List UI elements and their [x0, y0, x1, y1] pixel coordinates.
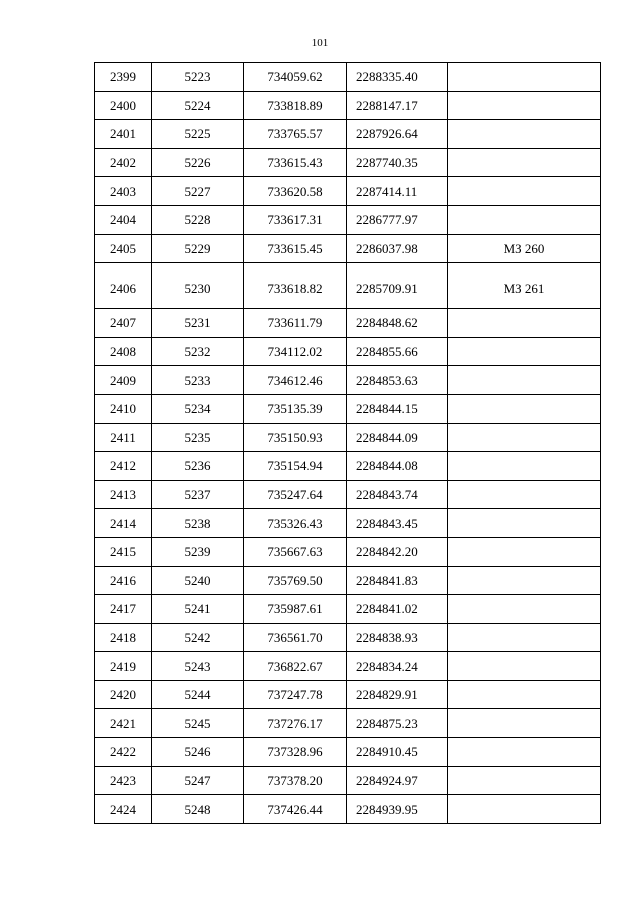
y-coordinate-cell: 2284844.15 — [347, 394, 448, 423]
row-number-cell: 2400 — [95, 91, 152, 120]
x-coordinate-cell: 736561.70 — [244, 623, 347, 652]
point-number-cell: 5244 — [152, 680, 244, 709]
x-coordinate-cell: 737378.20 — [244, 766, 347, 795]
table-row — [95, 766, 601, 795]
row-number-cell: 2415 — [95, 537, 152, 566]
note-cell — [448, 177, 601, 206]
x-coordinate-cell: 735987.61 — [244, 595, 347, 624]
table-row — [95, 738, 601, 767]
point-number-cell: 5229 — [152, 234, 244, 263]
table-row — [95, 595, 601, 624]
table-row — [95, 566, 601, 595]
x-coordinate-cell: 734112.02 — [244, 337, 347, 366]
table-row — [95, 480, 601, 509]
row-number-cell: 2403 — [95, 177, 152, 206]
y-coordinate-cell: 2286777.97 — [347, 205, 448, 234]
note-cell — [448, 423, 601, 452]
row-number-cell: 2411 — [95, 423, 152, 452]
note-cell — [448, 738, 601, 767]
table-row — [95, 63, 601, 92]
x-coordinate-cell: 737247.78 — [244, 680, 347, 709]
note-cell: МЗ 260 — [448, 234, 601, 263]
y-coordinate-cell: 2284841.83 — [347, 566, 448, 595]
y-coordinate-cell: 2284841.02 — [347, 595, 448, 624]
y-coordinate-cell: 2284843.45 — [347, 509, 448, 538]
x-coordinate-cell: 734059.62 — [244, 63, 347, 92]
table-body — [95, 63, 601, 824]
y-coordinate-cell: 2284924.97 — [347, 766, 448, 795]
table-row — [95, 337, 601, 366]
point-number-cell: 5235 — [152, 423, 244, 452]
note-cell — [448, 680, 601, 709]
row-number-cell: 2424 — [95, 795, 152, 824]
table-row — [95, 394, 601, 423]
x-coordinate-cell: 733618.82 — [244, 263, 347, 309]
y-coordinate-cell: 2285709.91 — [347, 263, 448, 309]
point-number-cell: 5234 — [152, 394, 244, 423]
note-cell — [448, 795, 601, 824]
note-cell — [448, 452, 601, 481]
table-row — [95, 509, 601, 538]
x-coordinate-cell: 733818.89 — [244, 91, 347, 120]
point-number-cell: 5227 — [152, 177, 244, 206]
row-number-cell: 2404 — [95, 205, 152, 234]
y-coordinate-cell: 2284848.62 — [347, 309, 448, 338]
row-number-cell: 2416 — [95, 566, 152, 595]
table-row — [95, 177, 601, 206]
x-coordinate-cell: 736822.67 — [244, 652, 347, 681]
x-coordinate-cell: 734612.46 — [244, 366, 347, 395]
note-cell — [448, 366, 601, 395]
note-cell: МЗ 261 — [448, 263, 601, 309]
point-number-cell: 5241 — [152, 595, 244, 624]
point-number-cell: 5230 — [152, 263, 244, 309]
point-number-cell: 5226 — [152, 148, 244, 177]
point-number-cell: 5232 — [152, 337, 244, 366]
note-cell — [448, 509, 601, 538]
coordinates-table — [94, 62, 601, 824]
note-cell — [448, 337, 601, 366]
point-number-cell: 5238 — [152, 509, 244, 538]
table-row — [95, 263, 601, 309]
x-coordinate-cell: 735247.64 — [244, 480, 347, 509]
y-coordinate-cell: 2284842.20 — [347, 537, 448, 566]
table-row — [95, 709, 601, 738]
table-row — [95, 452, 601, 481]
table-row — [95, 234, 601, 263]
x-coordinate-cell: 737328.96 — [244, 738, 347, 767]
y-coordinate-cell: 2284834.24 — [347, 652, 448, 681]
row-number-cell: 2413 — [95, 480, 152, 509]
x-coordinate-cell: 733611.79 — [244, 309, 347, 338]
note-cell — [448, 120, 601, 149]
x-coordinate-cell: 733615.43 — [244, 148, 347, 177]
y-coordinate-cell: 2284875.23 — [347, 709, 448, 738]
row-number-cell: 2421 — [95, 709, 152, 738]
table-row — [95, 537, 601, 566]
point-number-cell: 5248 — [152, 795, 244, 824]
x-coordinate-cell: 737276.17 — [244, 709, 347, 738]
row-number-cell: 2410 — [95, 394, 152, 423]
table-row — [95, 623, 601, 652]
point-number-cell: 5224 — [152, 91, 244, 120]
table-row — [95, 205, 601, 234]
point-number-cell: 5245 — [152, 709, 244, 738]
point-number-cell: 5231 — [152, 309, 244, 338]
table-row — [95, 148, 601, 177]
point-number-cell: 5233 — [152, 366, 244, 395]
table-row — [95, 120, 601, 149]
x-coordinate-cell: 733615.45 — [244, 234, 347, 263]
row-number-cell: 2420 — [95, 680, 152, 709]
row-number-cell: 2423 — [95, 766, 152, 795]
point-number-cell: 5240 — [152, 566, 244, 595]
note-cell — [448, 394, 601, 423]
point-number-cell: 5239 — [152, 537, 244, 566]
row-number-cell: 2402 — [95, 148, 152, 177]
note-cell — [448, 91, 601, 120]
note-cell — [448, 205, 601, 234]
x-coordinate-cell: 733765.57 — [244, 120, 347, 149]
x-coordinate-cell: 735150.93 — [244, 423, 347, 452]
y-coordinate-cell: 2284910.45 — [347, 738, 448, 767]
y-coordinate-cell: 2286037.98 — [347, 234, 448, 263]
note-cell — [448, 537, 601, 566]
row-number-cell: 2399 — [95, 63, 152, 92]
note-cell — [448, 63, 601, 92]
point-number-cell: 5243 — [152, 652, 244, 681]
note-cell — [448, 148, 601, 177]
point-number-cell: 5225 — [152, 120, 244, 149]
row-number-cell: 2419 — [95, 652, 152, 681]
x-coordinate-cell: 735326.43 — [244, 509, 347, 538]
table-row — [95, 366, 601, 395]
table-row — [95, 423, 601, 452]
y-coordinate-cell: 2284844.09 — [347, 423, 448, 452]
table-row — [95, 680, 601, 709]
row-number-cell: 2409 — [95, 366, 152, 395]
y-coordinate-cell: 2287740.35 — [347, 148, 448, 177]
row-number-cell: 2407 — [95, 309, 152, 338]
table-row — [95, 91, 601, 120]
y-coordinate-cell: 2284838.93 — [347, 623, 448, 652]
y-coordinate-cell: 2288147.17 — [347, 91, 448, 120]
point-number-cell: 5228 — [152, 205, 244, 234]
x-coordinate-cell: 735667.63 — [244, 537, 347, 566]
point-number-cell: 5223 — [152, 63, 244, 92]
row-number-cell: 2412 — [95, 452, 152, 481]
point-number-cell: 5236 — [152, 452, 244, 481]
row-number-cell: 2422 — [95, 738, 152, 767]
x-coordinate-cell: 735769.50 — [244, 566, 347, 595]
row-number-cell: 2417 — [95, 595, 152, 624]
row-number-cell: 2418 — [95, 623, 152, 652]
point-number-cell: 5242 — [152, 623, 244, 652]
y-coordinate-cell: 2287414.11 — [347, 177, 448, 206]
table-row — [95, 795, 601, 824]
row-number-cell: 2405 — [95, 234, 152, 263]
x-coordinate-cell: 735154.94 — [244, 452, 347, 481]
x-coordinate-cell: 735135.39 — [244, 394, 347, 423]
table-row — [95, 652, 601, 681]
y-coordinate-cell: 2284853.63 — [347, 366, 448, 395]
note-cell — [448, 766, 601, 795]
x-coordinate-cell: 737426.44 — [244, 795, 347, 824]
row-number-cell: 2408 — [95, 337, 152, 366]
table-row — [95, 309, 601, 338]
point-number-cell: 5237 — [152, 480, 244, 509]
note-cell — [448, 595, 601, 624]
row-number-cell: 2401 — [95, 120, 152, 149]
y-coordinate-cell: 2287926.64 — [347, 120, 448, 149]
y-coordinate-cell: 2284844.08 — [347, 452, 448, 481]
y-coordinate-cell: 2284843.74 — [347, 480, 448, 509]
y-coordinate-cell: 2288335.40 — [347, 63, 448, 92]
point-number-cell: 5246 — [152, 738, 244, 767]
note-cell — [448, 709, 601, 738]
x-coordinate-cell: 733620.58 — [244, 177, 347, 206]
note-cell — [448, 309, 601, 338]
page-number: 101 — [311, 37, 329, 49]
y-coordinate-cell: 2284939.95 — [347, 795, 448, 824]
row-number-cell: 2414 — [95, 509, 152, 538]
note-cell — [448, 566, 601, 595]
y-coordinate-cell: 2284829.91 — [347, 680, 448, 709]
note-cell — [448, 623, 601, 652]
x-coordinate-cell: 733617.31 — [244, 205, 347, 234]
y-coordinate-cell: 2284855.66 — [347, 337, 448, 366]
row-number-cell: 2406 — [95, 263, 152, 309]
note-cell — [448, 480, 601, 509]
note-cell — [448, 652, 601, 681]
point-number-cell: 5247 — [152, 766, 244, 795]
